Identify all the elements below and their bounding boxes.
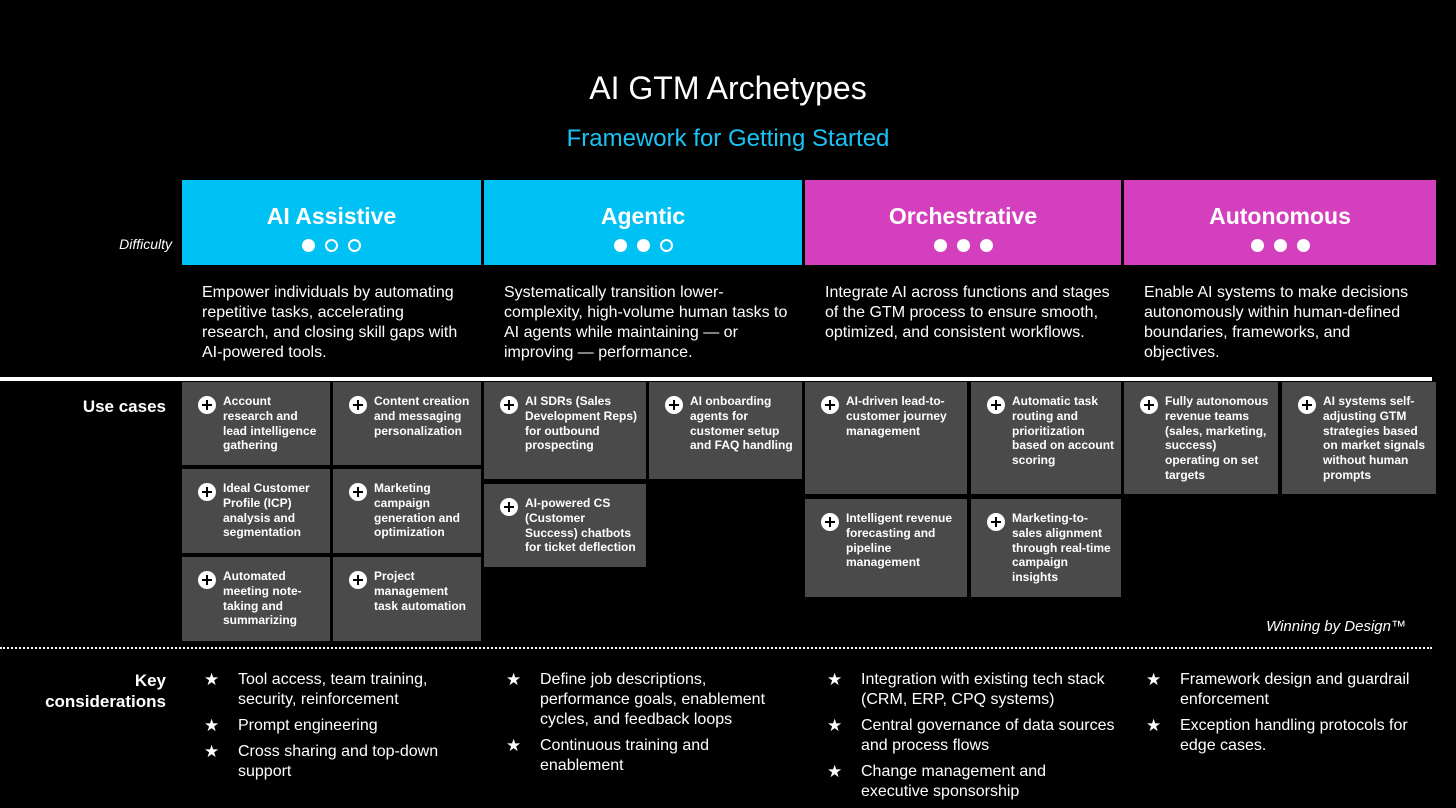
use-case-card: [971, 382, 1121, 494]
difficulty-dot-empty: [660, 239, 673, 252]
difficulty-dots: [1124, 239, 1436, 252]
use-case-card: [182, 469, 330, 553]
consideration-item: [827, 762, 1117, 802]
consideration-text: Change management and executive sponsorship: [861, 763, 1047, 800]
column-title: Orchestrative: [888, 203, 1038, 229]
difficulty-dot-filled: [637, 239, 650, 252]
column-description: Systematically transition lower-complexity, high-volume human tasks to AI agents while maintaining — or improving — performance.: [504, 284, 788, 361]
use-case-text: Marketing-to-sales alignment through real-time campaign insights: [1012, 511, 1111, 585]
difficulty-dots: [182, 239, 481, 252]
consideration-text: Prompt engineering: [238, 717, 378, 734]
plus-circle-icon: [1298, 396, 1316, 414]
use-case-card: [649, 382, 802, 479]
considerations-list: [506, 670, 796, 782]
difficulty-dot-filled: [1251, 239, 1264, 252]
star-icon: ★: [827, 670, 843, 689]
use-case-text: Automatic task routing and prioritization based on account scoring: [1012, 394, 1115, 468]
column-description: Empower individuals by automating repetitive tasks, accelerating research, and closing skill gaps with AI-powered tools.: [202, 284, 458, 361]
plus-circle-icon: [821, 396, 839, 414]
consideration-item: [204, 716, 464, 736]
consideration-item: [204, 670, 464, 710]
consideration-text: Integration with existing tech stack (CRM, ERP, CPQ systems): [861, 671, 1105, 708]
star-icon: ★: [506, 736, 522, 755]
use-case-card: [333, 382, 481, 465]
plus-circle-icon: [349, 483, 367, 501]
use-case-text: Account research and lead intelligence gathering: [223, 394, 317, 453]
plus-circle-icon: [1140, 396, 1158, 414]
use-case-text: Marketing campaign generation and optimization: [374, 481, 461, 540]
use-case-card: [182, 557, 330, 641]
brand-mark: Winning by Design™: [1266, 618, 1406, 635]
column-title: AI Assistive: [266, 203, 397, 229]
star-icon: ★: [1146, 670, 1162, 689]
difficulty-dot-filled: [1274, 239, 1287, 252]
difficulty-label: Difficulty: [119, 236, 172, 252]
difficulty-dot-filled: [980, 239, 993, 252]
consideration-text: Framework design and guardrail enforcement: [1180, 671, 1410, 708]
use-case-card: [333, 557, 481, 641]
column-title: Autonomous: [1209, 203, 1351, 229]
use-case-text: Project management task automation: [374, 569, 467, 613]
plus-circle-icon: [665, 396, 683, 414]
plus-circle-icon: [349, 571, 367, 589]
star-icon: ★: [204, 670, 220, 689]
plus-circle-icon: [500, 498, 518, 516]
use-case-text: Intelligent revenue forecasting and pipeline management: [846, 511, 953, 570]
consideration-item: [1146, 716, 1436, 756]
consideration-item: [506, 736, 796, 776]
difficulty-dot-filled: [934, 239, 947, 252]
difficulty-dots: [484, 239, 802, 252]
use-case-card: [1124, 382, 1278, 494]
use-case-text: AI-driven lead-to-customer journey management: [846, 394, 947, 438]
use-case-text: Fully autonomous revenue teams (sales, marketing, success) operating on set targets: [1165, 394, 1269, 482]
use-case-text: AI-powered CS (Customer Success) chatbots for ticket deflection: [525, 496, 636, 555]
use-case-text: Content creation and messaging personalization: [374, 394, 470, 438]
consideration-text: Continuous training and enablement: [540, 737, 710, 774]
consideration-item: [506, 670, 796, 730]
considerations-list: [1146, 670, 1436, 762]
column-description: Enable AI systems to make decisions autonomously within human-defined boundaries, frameworks, and objectives.: [1144, 284, 1409, 361]
column-description: Integrate AI across functions and stages of the GTM process to ensure smooth, optimized, and consistent workflows.: [825, 284, 1110, 341]
use-cases-label: Use cases: [82, 397, 166, 416]
considerations-list: [204, 670, 464, 788]
column-header-ai-assistive: [182, 180, 481, 265]
use-case-card: [333, 469, 481, 553]
plus-circle-icon: [198, 396, 216, 414]
difficulty-dots: [805, 239, 1121, 252]
key-considerations-label: Key considerations: [45, 671, 166, 711]
consideration-item: [827, 670, 1117, 710]
consideration-item: [827, 716, 1117, 756]
page-subtitle: Framework for Getting Started: [566, 125, 890, 152]
plus-circle-icon: [821, 513, 839, 531]
dotted-divider: [0, 647, 1432, 649]
use-case-card: [1282, 382, 1436, 494]
consideration-item: [204, 742, 464, 782]
use-case-text: Automated meeting note-taking and summarizing: [223, 569, 302, 628]
consideration-item: [1146, 670, 1436, 710]
difficulty-dot-filled: [957, 239, 970, 252]
star-icon: ★: [506, 670, 522, 689]
plus-circle-icon: [198, 483, 216, 501]
star-icon: ★: [204, 716, 220, 735]
consideration-text: Define job descriptions, performance goals, enablement cycles, and feedback loops: [540, 671, 766, 728]
column-header-orchestrative: [805, 180, 1121, 265]
plus-circle-icon: [987, 513, 1005, 531]
use-case-card: [484, 484, 646, 567]
difficulty-dot-empty: [325, 239, 338, 252]
use-case-card: [182, 382, 330, 465]
consideration-text: Central governance of data sources and process flows: [861, 717, 1115, 754]
use-case-card: [805, 382, 967, 494]
considerations-list: [827, 670, 1117, 808]
difficulty-dot-filled: [614, 239, 627, 252]
difficulty-dot-filled: [1297, 239, 1310, 252]
plus-circle-icon: [987, 396, 1005, 414]
use-case-card: [805, 499, 967, 597]
use-case-text: AI onboarding agents for customer setup and FAQ handling: [690, 394, 793, 453]
section-divider: [0, 377, 1432, 381]
difficulty-dot-empty: [348, 239, 361, 252]
plus-circle-icon: [198, 571, 216, 589]
star-icon: ★: [1146, 716, 1162, 735]
plus-circle-icon: [349, 396, 367, 414]
use-case-text: AI systems self-adjusting GTM strategies based on market signals without human prompts: [1323, 394, 1426, 482]
use-case-card: [971, 499, 1121, 597]
plus-circle-icon: [500, 396, 518, 414]
star-icon: ★: [827, 716, 843, 735]
use-case-text: AI SDRs (Sales Development Reps) for outbound prospecting: [525, 394, 638, 453]
consideration-text: Cross sharing and top-down support: [238, 743, 439, 780]
column-title: Agentic: [600, 203, 686, 229]
difficulty-dot-filled: [302, 239, 315, 252]
page-title: AI GTM Archetypes: [589, 70, 867, 106]
column-header-agentic: [484, 180, 802, 265]
use-case-card: [484, 382, 646, 479]
star-icon: ★: [827, 762, 843, 781]
star-icon: ★: [204, 742, 220, 761]
column-header-autonomous: [1124, 180, 1436, 265]
consideration-text: Exception handling protocols for edge cases.: [1180, 717, 1408, 754]
consideration-text: Tool access, team training, security, reinforcement: [238, 671, 428, 708]
use-case-text: Ideal Customer Profile (ICP) analysis and segmentation: [223, 481, 310, 540]
